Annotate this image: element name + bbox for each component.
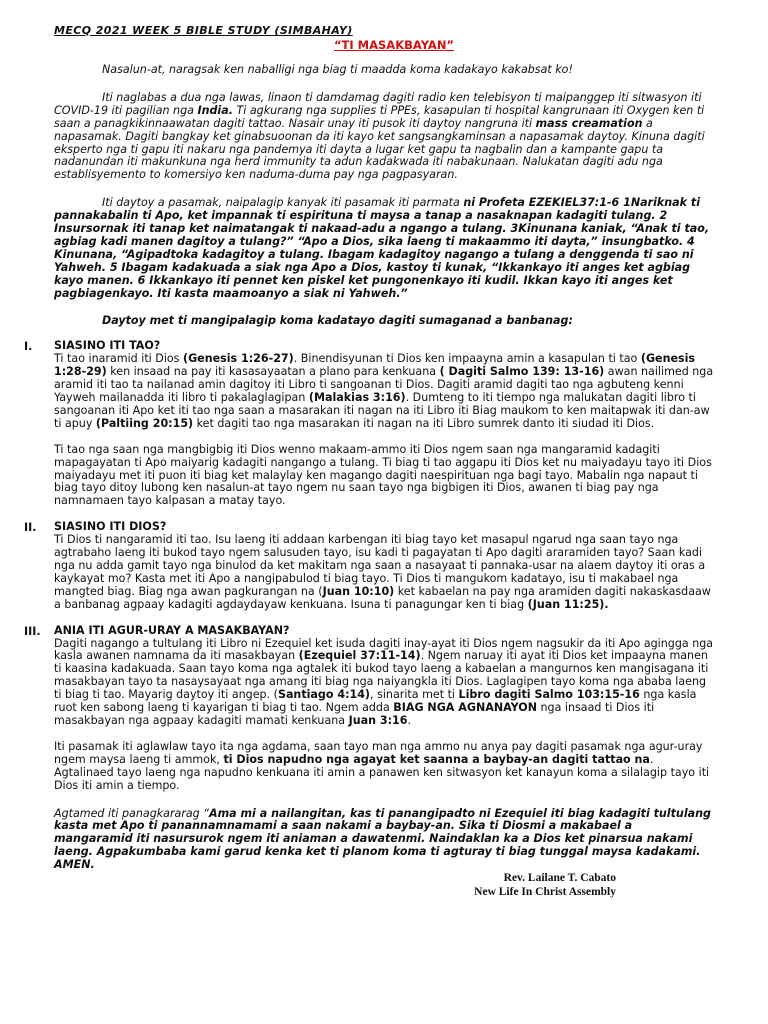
paragraph-ezekiel: Iti daytoy a pasamak, naipalagip kanyak iti pasamak iti parmata ni Profeta EZEKIEL37:1-6 1Nariknak ti pannakabalin ti Apo, ket impannak ti espirituna ti maysa a tanap a nasaknapan kadagiti tulang. 2 Insursornak iti tanap ket naimatangak ti nakaad-adu a ngango a tulang. 3Kinunana kaniak, “Anak ti tao, agbiag kadi manen dagitoy a tulang?” “Apo a Dios, sika laeng ti makaammo iti dayta,” insungbatko. 4 Kinunana, “Agipadtoka kadagitoy a tulang. Ibagam kadagitoy nagango a tulang a denggenda ti sao ni Yahweh. 5 Ibagam kadakuada a siak nga Apo a Dios, kastoy ti kunak, “Ikkankayo iti anges ket agbiag kayo manen. 6 Ikkankayo iti pennet ken piskel ket pungonenkayo iti kudil. Ikkan kayo iti anges ket pagbiagenkayo. Iti kasta maamoanyo a siak ni Yahweh.” <box>54 196 710 300</box>
section-2 <box>24 520 714 611</box>
greeting-paragraph: Nasalun-at, naragsak ken naballigi nga biag ti maadda koma kadakayo kakabsat ko! <box>102 63 573 76</box>
section-2-number: II. <box>24 521 37 535</box>
section-2-paragraph: Ti Dios ti nangaramid iti tao. Isu laeng iti addaan karbengan iti biag tayo ket masapul ngarud nga saan tayo nga agtrabaho laeng iti bukod tayo ngem salusuden tayo, isu kadi ti pagayatan ti Apo dagiti araramiden tayo? Saan kadi nga nu adda gamit tayo nga binulod da ket makitam nga saan a nasayaat ti pannaka-usar na alaem daytoy iti oras a kaykayat mo? Kasta met iti Apo a nangipabulod ti biag tayo. Ti Dios ti mangukom kadatayo, isu ti makabael nga mangted biag. Biag nga awan pagkurangan na (Juan 10:10) ket kabaelan na pay nga aramiden dagiti nakaskasdaaw a banbanag agpaay kadagiti agdaydayaw kenkuana. Isuna ti panagungar ken ti biag (Juan 11:25). <box>54 533 711 611</box>
section-1-heading: SIASINO ITI TAO? <box>54 339 161 353</box>
section-3-paragraph-1: Dagiti nagango a tultulang iti Libro ni Ezequiel ket isuda dagiti inay-ayat iti Dios ngem nagsukir da iti Apo agingga nga kasla awanen namnama da iti masakbayan (Ezequiel 37:11-14). Ngem naruay iti ayat iti Dios ket impaayna manen ti kaasina kadakuada. Saan tayo koma nga agtalek iti bukod tayo laeng a kabaelan a mangurnos ken mangisagana iti masakbayan tayo ta nasaysayaat nga amang iti biag nga naiyangkla iti Dios. Laglagipen tayo koma nga ababa laeng ti biag ti tao. Mayarig daytoy iti angep. (Santiago 4:14), sinarita met ti Libro dagiti Salmo 103:15-16 nga kasla ruot ken sabong laeng ti kayarigan ti biag ti tao. Ngem adda BIAG NGA AGNANAYON nga insaad ti Dios iti masakbayan nga agpaay kadagiti mamati kenkuana Juan 3:16. <box>54 636 714 727</box>
section-1-paragraph-1: Ti tao inaramid iti Dios (Genesis 1:26-27). Binendisyunan ti Dios ken impaayna amin a kasapulan ti tao (Genesis 1:28-29) ken insaad na pay iti kasasayaatan a plano para kenkuana ( Dagiti Salmo 139: 13-16) awan nailimed nga aramid iti tao ta nailanad amin dagitoy iti Libro ti sangoanan ti Dios. Dagiti aramid dagiti tao nga agbuteng kenni Yayweh mailanadda iti libro ti pakalaglagipan (Malakias 3:16). Dumteng to iti tiempo nga malukatan dagiti libro ti sangoanan iti Apo ket iti tao nga saan a masarakan iti nagan na iti Libro iti Biag maukom to ken maitapwak iti dan-aw ti apuy (Paltiing 20:15) ket dagiti tao nga masarakan iti nagan na iti Libro sumrek danto iti siudad iti Dios. <box>54 352 714 430</box>
section-1-number: I. <box>24 340 33 354</box>
signature-block <box>54 872 714 899</box>
intro-line: Daytoy met ti mangipalagip koma kadatayo dagiti sumaganad a banbanag: <box>102 313 573 327</box>
document-header: MECQ 2021 WEEK 5 BIBLE STUDY (SIMBAHAY) <box>54 24 353 37</box>
signature-name: Rev. Lailane T. Cabato <box>503 872 616 885</box>
document-title: “TI MASAKBAYAN” <box>334 38 454 52</box>
section-3-heading: ANIA ITI AGUR-URAY A MASAKBAYAN? <box>54 623 290 637</box>
prayer-paragraph: Agtamed iti panagkararag “Ama mi a nailangitan, kas ti panangipadto ni Ezequiel iti biag kadagiti tultulang kasta met Apo ti panannamnamami a saan nakami a baybay-an. Sika ti Diosmi a makabael a mangaramid iti nasursurok ngem iti aniaman a dawatenmi. Naindaklan ka a Dios ket pinarsua nakami laeng. Agpakumbaba kami garud kenka ket ti planom koma ti agturay ti biag tunggal maysa kadakami. AMEN. <box>54 806 711 872</box>
section-3-paragraph-2: Iti pasamak iti aglawlaw tayo ita nga agdama, saan tayo man nga ammo nu anya pay dagiti pasamak nga agur-uray ngem maysa laeng ti ammok, ti Dios napudno nga agayat ket saanna a baybay-an dagiti tattao na. Agtalinaed tayo laeng nga napudno kenkuana iti amin a panawen ken sitwasyon ket kanayun koma a silalagip tayo iti Dios iti amin a tiempo. <box>54 739 710 792</box>
paragraph-india: Iti naglabas a dua nga lawas, linaon ti damdamag dagiti radio ken telebisyon ti maipanggep iti sitwasyon iti COVID-19 iti pagilian nga India. Ti agkurang nga supplies ti PPEs, kasapulan ti hospital kangrunaan iti Oxygen ken ti saan a panagkikinnaawatan dagiti tattao. Nasair unay iti pusok iti daytoy nangruna iti mass creamation a napasamak. Dagiti bangkay ket ginabsuoonan da iti kayo ket sangsangkaminsan a napasamak daytoy. Kinuna dagiti eksperto nga ti gapu iti nakaru nga pandemya iti dayta a lugar ket gapu ta nagbalin dan a kampante gapu ta nadanundan iti makunkuna nga herd immunity ta adun kadakwada iti nabakunaan. Nalukatan dagiti adu nga establisyemento to komersiyo ken naduma-duma pay nga pagpasyaran. <box>54 90 705 182</box>
signature-organization: New Life In Christ Assembly <box>474 885 616 898</box>
section-1 <box>24 339 714 508</box>
section-3-number: III. <box>24 624 41 638</box>
section-3 <box>24 623 714 793</box>
section-1-paragraph-2: Ti tao nga saan nga mangbigbig iti Dios wenno makaam-ammo iti Dios ngem saan nga mangaramid kadagiti mapagayatan ti Apo maiyarig kadagiti nangango a tulang. Ti biag ti tao aggapu iti Dios ket nu maiyadayu tayo iti Dios maiyadayu met iti puon iti biag ket malaylay ken magango dagiti naespirituan nga bagi tayo. Mabalin nga napaut ti biag tayo ditoy lubong ken nasalun-at tayo ngem nu saan tayo nga bigbigen iti Dios, awanen ti biag pay nga namnamaen tayo kalpasan a matay tayo. <box>54 442 712 508</box>
section-2-heading: SIASINO ITI DIOS? <box>54 520 167 534</box>
